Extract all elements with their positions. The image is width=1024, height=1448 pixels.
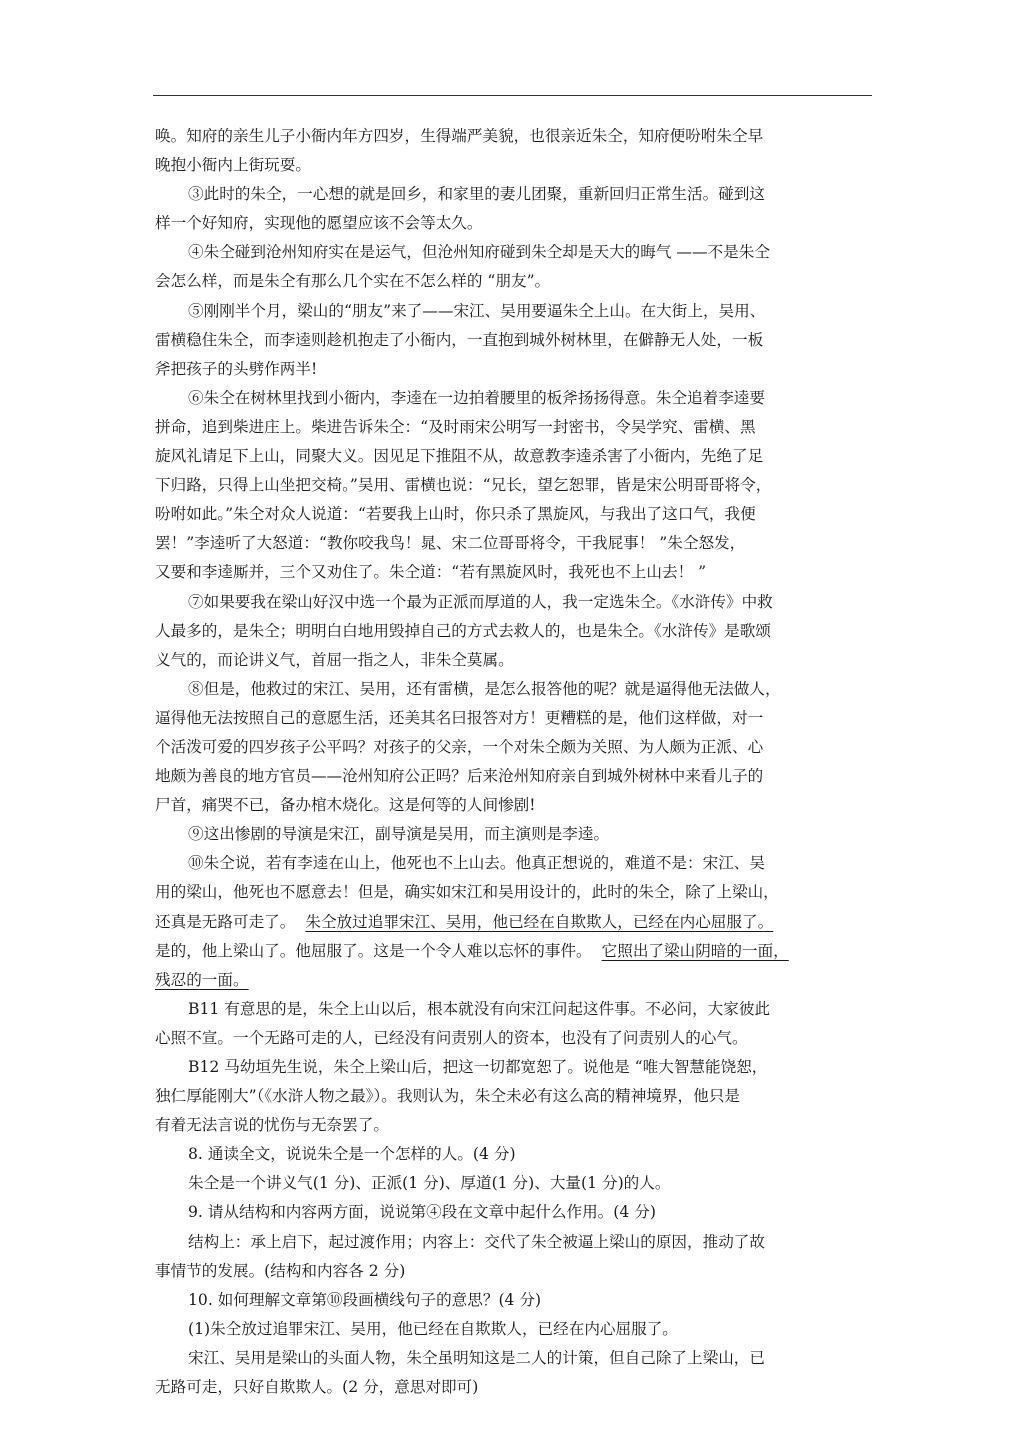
underlined-sentence: 它照出了梁山阴暗的一面， [601, 941, 789, 960]
line-text: ⑤刚刚半个月，梁山的“朋友”来了——宋江、吴用要逼朱仝上山。在大街上，吴用、 [188, 301, 766, 320]
text-line [155, 529, 877, 558]
text-line [155, 1315, 877, 1344]
text-line [155, 849, 877, 878]
line-text: 拼命，追到柴进庄上。柴进告诉朱仝：“及时雨宋公明写一封密书，令吴学究、雷横、黑 [155, 417, 756, 436]
line-text: 结构上：承上启下，起过渡作用；内容上：交代了朱仝被逼上梁山的原因，推动了故 [188, 1232, 765, 1251]
text-line [155, 1053, 877, 1082]
line-text: 10. 如何理解文章第⑩段画横线句子的意思？(4 分) [188, 1290, 542, 1309]
line-text: 唤。知府的亲生儿子小衙内年方四岁，生得端严美貌，也很亲近朱仝，知府便吩咐朱仝早 [155, 127, 764, 145]
line-text: 宋江、吴用是梁山的头面人物，朱仝虽明知这是二人的计策，但自己除了上梁山，已 [188, 1348, 765, 1367]
line-text: ③此时的朱仝，一心想的就是回乡，和家里的妻儿团聚，重新回归正常生活。碰到这 [188, 185, 765, 204]
text-line [155, 1198, 877, 1227]
line-text: 逼得他无法按照自己的意愿生活，还美其名曰报答对方！更糟糕的是，他们这样做，对一 [155, 708, 764, 727]
line-text: 独仁厚能刚大”（《水浒人物之最》）。我则认为，朱仝未必有这么高的精神境界，他只是 [155, 1087, 740, 1106]
underlined-sentence: 残忍的一面。 [155, 970, 249, 989]
text-line [155, 1111, 877, 1140]
text-line [155, 937, 877, 966]
underlined-sentence: 朱仝放过追罪宋江、吴用，他已经在自欺欺人，已经在内心屈服了。 [305, 912, 774, 931]
text-line [155, 588, 877, 617]
line-text: 9. 请从结构和内容两方面，说说第④段在文章中起什么作用。(4 分) [188, 1203, 656, 1222]
line-text: B11 有意思的是，朱仝上山以后，根本就没有向宋江问起这件事。不必问，大家彼此 [188, 999, 771, 1018]
line-text: 8. 通读全文，说说朱仝是一个怎样的人。(4 分) [188, 1145, 516, 1164]
text-line [155, 704, 877, 733]
text-line [155, 500, 877, 529]
text-line [155, 151, 877, 180]
text-line [155, 209, 877, 238]
line-text: 还真是无路可走了。 [155, 912, 296, 931]
line-text: ④朱仝碰到沧州知府实在是运气，但沧州知府碰到朱仝却是天大的晦气 ——不是朱仝 [188, 243, 770, 262]
header-rule [153, 95, 872, 96]
line-text: 晚抱小衙内上街玩耍。 [155, 156, 311, 175]
text-line [155, 1140, 877, 1169]
line-text: 雷横稳住朱仝，而李逵则趁机抱走了小衙内，一直抱到城外树林里，在僻静无人处，一板 [155, 330, 764, 349]
line-text: 义气的，而论讲义气，首屈一指之人，非朱仝莫属。 [155, 650, 514, 669]
document-body [155, 122, 877, 1402]
text-line [155, 791, 877, 820]
text-line [155, 1228, 877, 1257]
text-line [155, 733, 877, 762]
line-text: 有着无法言说的忧伤与无奈罢了。 [155, 1116, 389, 1135]
line-text: ⑧但是，他救过的宋江、吴用，还有雷横，是怎么报答他的呢？就是逼得他无法做人， [188, 679, 781, 698]
text-line [155, 558, 877, 587]
line-text: 是的，他上梁山了。他屈服了。这是一个令人难以忘怀的事件。 [155, 941, 592, 960]
text-line [155, 471, 877, 500]
text-line [155, 1257, 877, 1286]
text-line [155, 762, 877, 791]
line-text: 旋风礼请足下上山，同聚大义。因见足下推阻不从，故意教李逵杀害了小衙内，先绝了足 [155, 447, 764, 466]
text-line [155, 122, 877, 151]
text-line [155, 413, 877, 442]
line-text: 会怎么样，而是朱仝有那么几个实在不怎么样的 “朋友”。 [155, 272, 551, 291]
line-text: 吩咐如此。”朱仝对众人说道：“若要我上山时，你只杀了黑旋风，与我出了这口气，我便 [155, 505, 756, 524]
text-line [155, 1082, 877, 1111]
text-line [155, 384, 877, 413]
text-line [155, 1169, 877, 1198]
text-line [155, 1024, 877, 1053]
text-line [155, 180, 877, 209]
text-line [155, 878, 877, 907]
line-text: 人最多的，是朱仝；明明白白地用毁掉自己的方式去救人的，也是朱仝。《水浒传》是歌颂 [155, 621, 771, 640]
text-line [155, 908, 877, 937]
line-text: 样一个好知府，实现他的愿望应该不会等太久。 [155, 214, 483, 233]
line-text: B12 马幼垣先生说，朱仝上梁山后，把这一切都宽恕了。说他是 “唯大智慧能饶恕， [188, 1058, 768, 1076]
text-line [155, 267, 877, 296]
text-line [155, 820, 877, 849]
text-line [155, 297, 877, 326]
text-line [155, 1286, 877, 1315]
text-line [155, 966, 877, 995]
line-text: 无路可走，只好自欺欺人。(2 分，意思对即可) [155, 1378, 479, 1397]
line-text: ⑩朱仝说，若有李逵在山上，他死也不上山去。他真正想说的，难道不是：宋江、吴 [188, 854, 765, 873]
line-text: (1)朱仝放过追罪宋江、吴用，他已经在自欺欺人，已经在内心屈服了。 [188, 1319, 678, 1338]
text-line [155, 646, 877, 675]
text-line [155, 1344, 877, 1373]
line-text: 朱仝是一个讲义气(1 分)、正派(1 分)、厚道(1 分)、大量(1 分)的人。 [188, 1174, 671, 1193]
text-line [155, 1373, 877, 1402]
text-line [155, 675, 877, 704]
text-line [155, 617, 877, 646]
line-text: 地颇为善良的地方官员——沧州知府公正吗？后来沧州知府亲自到城外树林中来看儿子的 [155, 767, 764, 786]
line-text: 事情节的发展。(结构和内容各 2 分) [155, 1261, 406, 1280]
text-line [155, 326, 877, 355]
line-text: 罢！”李逵听了大怒道：“教你咬我鸟！晁、宋二位哥哥将令，干我屁事！ ”朱仝怒发， [155, 534, 746, 553]
line-text: 尸首，痛哭不已，备办棺木烧化。这是何等的人间惨剧! [155, 796, 536, 815]
line-text: ⑥朱仝在树林里找到小衙内，李逵在一边拍着腰里的板斧扬扬得意。朱仝追着李逵要 [188, 388, 765, 407]
line-text: 心照不宣。一个无路可走的人，已经没有问责别人的资本，也没有了问责别人的心气。 [155, 1028, 748, 1047]
line-text: ⑦如果要我在梁山好汉中选一个最为正派而厚道的人，我一定选朱仝。《水浒传》中救 [188, 592, 773, 611]
line-text: 个活泼可爱的四岁孩子公平吗？对孩子的父亲，一个对朱仝颇为关照、为人颇为正派、心 [155, 737, 764, 756]
text-line [155, 995, 877, 1024]
line-text: ⑨这出惨剧的导演是宋江，副导演是吴用，而主演则是李逵。 [188, 825, 610, 844]
line-text: 又要和李逵厮并，三个又劝住了。朱仝道：“若有黑旋风时，我死也不上山去！ ” [155, 563, 707, 582]
line-text: 斧把孩子的头劈作两半! [155, 359, 318, 378]
text-line [155, 442, 877, 471]
text-line [155, 238, 877, 267]
line-text: 用的梁山，他死也不愿意去！但是，确实如宋江和吴用设计的，此时的朱仝，除了上梁山， [155, 883, 779, 902]
text-line [155, 355, 877, 384]
line-text: 下归路，只得上山坐把交椅。”吴用、雷横也说：“兄长，望乞恕罪，皆是宋公明哥哥将令， [155, 476, 772, 495]
